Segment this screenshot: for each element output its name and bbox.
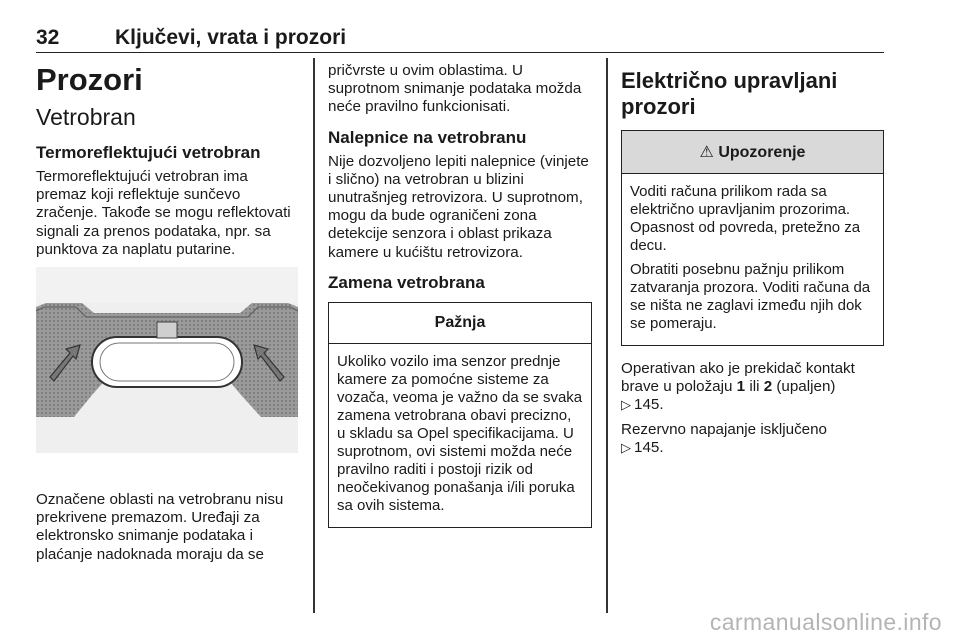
chapter-title: Prozori <box>36 62 143 97</box>
page-reference-icon: ▷ <box>621 439 631 455</box>
warning-paragraph: Voditi računa prilikom rada sa električno upravljanim prozorima. Opasnost od povreda, pretežno za decu. <box>630 183 861 254</box>
intro-paragraph: Termoreflektujući vetrobran ima premaz koji reflektuje sunčevo zračenje. Takođe se mogu reflektovati signali za prenos podataka, npr. sa punktova za naplatu putarine. <box>36 168 291 258</box>
continued-paragraph: pričvrste u ovim oblastima. U suprotnom snimanje podataka možda neće pravilno funkcionisati. <box>328 62 582 116</box>
column-right <box>621 62 884 463</box>
ignition-paragraph: Operativan ako je prekidač kontakt brave u položaju 1 ili 2 (upaljen) ▷ 145. <box>621 360 855 414</box>
subchapter-title: Vetrobran <box>36 104 136 130</box>
windshield-illustration <box>36 267 298 479</box>
warning-paragraph: Obratiti posebnu pažnju prilikom zatvaranja prozora. Voditi računa da se ništa ne zaglavi između njih dok se pomeraju. <box>630 261 871 332</box>
watermark: carmanualsonline.info <box>709 609 942 635</box>
illustration-caption: Označene oblasti na vetrobranu nisu prekrivene premazom. Uređaji za elektronsko snimanje podataka i plaćanje nadoknada moraju da se <box>36 491 284 563</box>
column-divider <box>606 58 608 613</box>
column-middle <box>328 62 592 538</box>
page-number: 32 <box>36 26 60 49</box>
notice-text: Ukoliko vozilo ima senzor prednje kamere za pomoćne sisteme za vozača, veoma je važno da se svaka zamena vetrobrana obavi precizno, u skladu sa Opel specifikacijama. U suprotnom, ovi sistemi možda neće pravilno raditi i postoji rizik od neočekivanog ponašanja i/ili poruka sa ovih sistema. <box>337 352 583 514</box>
page-reference-icon: ▷ <box>621 397 631 413</box>
section-heading: Termoreflektujući vetrobran <box>36 143 261 162</box>
warning-box <box>621 130 884 346</box>
column-left <box>36 62 298 570</box>
warning-triangle-icon: ⚠ <box>699 144 714 161</box>
notice-box <box>328 302 592 528</box>
section-title: Ključevi, vrata i prozori <box>115 26 347 49</box>
section-heading: Zamena vetrobrana <box>328 272 485 292</box>
page-reference[interactable]: 145. <box>634 438 664 456</box>
section-heading: Nalepnice na vetrobranu <box>328 127 527 147</box>
column-divider <box>313 58 315 613</box>
warning-header <box>622 131 883 174</box>
power-paragraph: Rezervno napajanje isključeno ▷ 145. <box>621 420 828 456</box>
warning-title: Upozorenje <box>718 144 806 161</box>
chapter-title: Električno upravljani prozori <box>621 68 838 119</box>
notice-title: Pažnja <box>329 303 591 344</box>
stickers-paragraph: Nije dozvoljeno lepiti nalepnice (vinjete i slično) na vetrobran u blizini unutrašnjeg retrovizora. U suprotnom, mogu da bude ograničeni zona detekcije senzora i oblast prikaza kamere u kućištu retrovizora. <box>328 152 589 261</box>
page-reference[interactable]: 145. <box>634 396 664 414</box>
page-header <box>36 22 884 53</box>
